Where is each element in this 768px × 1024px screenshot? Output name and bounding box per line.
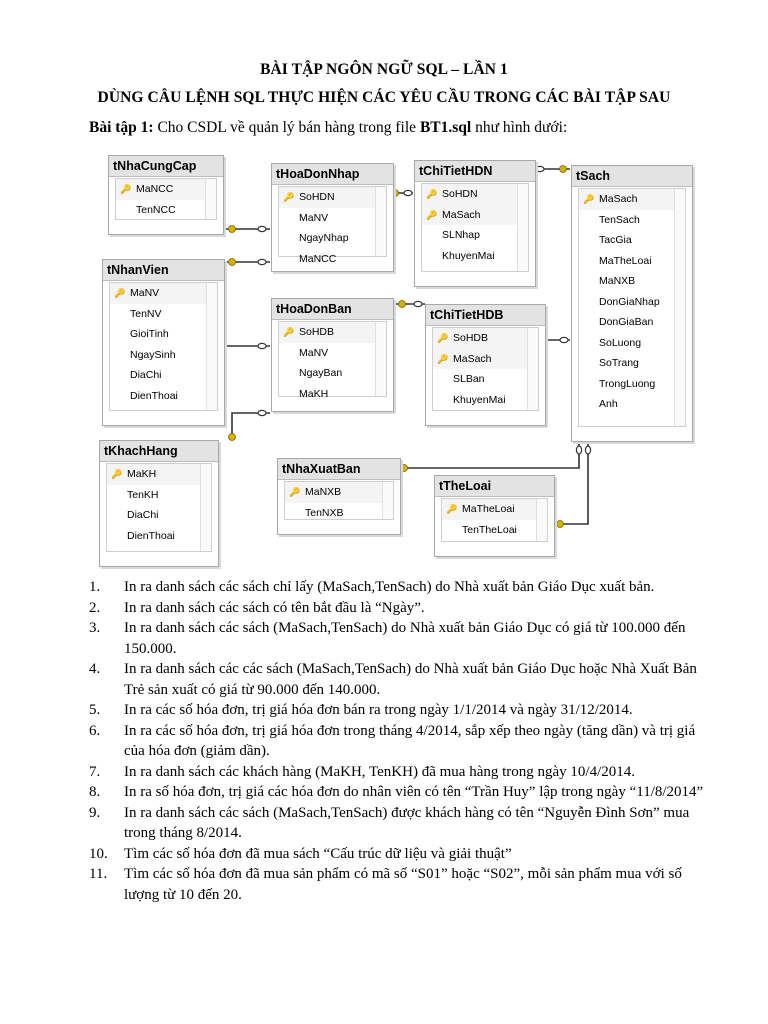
table-tNhaCungCap [108, 155, 224, 235]
exercise-label: Bài tập 1: [89, 119, 154, 136]
field-row [116, 179, 216, 200]
table-scrollbar [375, 187, 386, 256]
field-row [433, 328, 538, 349]
question-item [89, 618, 719, 659]
field-name: MaNCC [136, 183, 174, 195]
field-row [285, 503, 393, 524]
table-name: tNhaXuatBan [278, 459, 400, 480]
table-tHoaDonBan [271, 298, 394, 412]
key-icon: 🔑 [426, 209, 438, 220]
table-scrollbar [382, 482, 393, 519]
table-scrollbar [536, 499, 547, 541]
field-row [433, 369, 538, 390]
field-name: SoHDN [299, 191, 335, 203]
question-item [89, 577, 719, 598]
field-row [279, 228, 386, 249]
field-row [279, 249, 386, 270]
field-row [110, 304, 217, 325]
field-name: MaNV [299, 346, 329, 359]
field-row [579, 292, 685, 313]
field-name: DienThoai [130, 389, 178, 402]
field-row [433, 349, 538, 370]
key-icon: 🔑 [114, 288, 126, 298]
table-tHoaDonNhap [271, 163, 394, 272]
document-subtitle: DÙNG CÂU LỆNH SQL THỰC HIỆN CÁC YÊU CẦU TRONG CÁC BÀI TẬP SAU [97, 89, 671, 106]
many-end-icon [560, 337, 568, 342]
question-text: Tìm các số hóa đơn đã mua sách “Cấu trúc dữ liệu và giải thuật” [124, 845, 512, 862]
question-item [89, 598, 719, 619]
field-name: NgayBan [299, 367, 343, 379]
field-name: MaTheLoai [462, 503, 515, 515]
question-number: 7. [89, 763, 101, 780]
table-scrollbar [206, 283, 217, 410]
intro-file-name: BT1.sql [419, 119, 472, 136]
table-name: tHoaDonNhap [272, 164, 393, 185]
field-name: MaTheLoai [599, 254, 652, 267]
field-name: DienThoai [127, 529, 175, 542]
field-name: DonGiaBan [599, 316, 654, 328]
question-list [89, 577, 719, 905]
question-item [89, 762, 719, 783]
key-icon: 🔑 [111, 469, 123, 479]
table-scrollbar [375, 322, 386, 396]
table-scrollbar [517, 184, 528, 271]
field-name: TenSach [599, 213, 640, 226]
field-name: MaKH [127, 468, 157, 480]
field-row [107, 505, 211, 526]
field-name: SoHDN [442, 188, 478, 200]
field-name: TenNCC [136, 203, 176, 216]
field-row [279, 384, 386, 405]
document-title: BÀI TẬP NGÔN NGỮ SQL – LẦN 1 [260, 61, 508, 78]
key-icon: 🔑 [283, 327, 295, 337]
question-number: 2. [89, 599, 101, 616]
field-row [433, 390, 538, 411]
table-scrollbar [205, 179, 216, 219]
field-name: DiaChi [127, 509, 159, 521]
field-row [116, 200, 216, 221]
many-end-icon [258, 259, 266, 264]
field-row [285, 482, 393, 503]
field-name: MaNV [130, 287, 160, 299]
field-row [579, 312, 685, 333]
field-name: MaNXB [305, 486, 342, 498]
field-row [110, 386, 217, 407]
question-text: Tìm các số hóa đơn đã mua sản phẩm có mã số “S01” hoặc “S02”, mỗi sản phẩm mua với số lượng từ 10 đến 20. [124, 866, 682, 903]
field-name: KhuyenMai [442, 249, 495, 262]
field-name: TenTheLoai [462, 523, 517, 536]
field-name: TenNV [130, 307, 162, 320]
question-number: 10. [89, 845, 108, 862]
field-row [579, 230, 685, 251]
question-item [89, 803, 719, 844]
field-row [579, 189, 685, 210]
field-row [279, 343, 386, 364]
many-end-icon [536, 166, 544, 171]
field-name: MaNXB [599, 275, 636, 287]
field-name: TenNXB [305, 506, 344, 519]
intro-text-before: Cho CSDL về quản lý bán hàng trong file [153, 119, 420, 136]
field-row [110, 324, 217, 345]
key-icon: 🔑 [289, 487, 301, 497]
table-scrollbar [200, 464, 211, 551]
question-text: In ra danh sách các sách có tên bắt đầu là “Ngày”. [124, 599, 425, 616]
field-name: MaKH [299, 387, 329, 400]
field-name: SoTrang [599, 357, 639, 369]
question-text: In ra các số hóa đơn, trị giá hóa đơn trong tháng 4/2014, sắp xếp theo ngày (tăng dần) và trị giá của hóa đơn (giảm dần). [124, 722, 696, 759]
question-item [89, 659, 719, 700]
key-end-icon [560, 166, 567, 173]
table-name: tNhanVien [103, 260, 224, 281]
key-end-icon [229, 434, 236, 441]
table-name: tTheLoai [435, 476, 554, 497]
field-name: MaNV [299, 211, 329, 224]
intro-text-after: như hình dưới: [471, 119, 568, 136]
question-number: 8. [89, 784, 101, 800]
question-item [89, 864, 719, 905]
field-name: DonGiaNhap [599, 295, 660, 308]
table-name: tSach [572, 166, 692, 187]
field-name: SLBan [453, 373, 485, 385]
question-number: 9. [89, 804, 101, 821]
key-icon: 🔑 [437, 353, 449, 364]
question-text: In ra danh sách các các sách (MaSach,TenSach) do Nhà xuất bản Giáo Dục hoặc Nhà Xuất Bản Trẻ sản xuất có giá từ 90.000 đến 140.000. [124, 661, 697, 698]
key-icon: 🔑 [437, 333, 449, 343]
key-end-icon [399, 301, 406, 308]
question-text: In ra các số hóa đơn, trị giá hóa đơn bán ra trong ngày 1/1/2014 và ngày 31/12/2014. [124, 702, 633, 718]
question-number: 3. [89, 620, 101, 636]
table-name: tKhachHang [100, 441, 218, 462]
field-row [110, 283, 217, 304]
link-kh-hdb [232, 413, 270, 440]
question-text: In ra danh sách các sách (MaSach,TenSach) do Nhà xuất bản Giáo Dục có giá từ 100.000 đến 150.000. [124, 620, 686, 657]
field-row [422, 246, 528, 267]
many-end-icon [414, 301, 422, 306]
field-row [107, 485, 211, 506]
field-name: MaNCC [299, 252, 337, 265]
many-end-icon [258, 226, 266, 231]
table-tChiTietHDN [414, 160, 536, 287]
table-name: tChiTietHDB [426, 305, 545, 326]
table-fields [278, 321, 387, 400]
question-number: 1. [89, 579, 101, 595]
key-end-icon [401, 465, 408, 472]
field-name: TrongLuong [599, 377, 656, 390]
question-item [89, 700, 719, 721]
field-row [442, 499, 547, 520]
field-name: Anh [599, 398, 618, 410]
field-row [579, 333, 685, 354]
field-name: MaSach [453, 352, 492, 365]
field-row [579, 394, 685, 415]
field-name: MaSach [599, 193, 638, 205]
field-row [110, 365, 217, 386]
table-tKhachHang [99, 440, 219, 567]
table-fields [106, 463, 212, 552]
table-fields [432, 327, 539, 411]
table-fields [115, 178, 217, 220]
table-tSach [571, 165, 693, 442]
many-end-icon [258, 343, 266, 348]
many-end-icon [404, 190, 412, 195]
many-end-icon [585, 446, 590, 454]
field-row [579, 353, 685, 374]
key-icon: 🔑 [446, 504, 458, 514]
link-nxb-sach [398, 443, 579, 468]
field-name: MaSach [442, 208, 481, 221]
field-row [279, 187, 386, 208]
table-tChiTietHDB [425, 304, 546, 426]
field-row [442, 520, 547, 541]
key-icon: 🔑 [426, 189, 438, 199]
many-end-icon [258, 410, 266, 415]
field-row [579, 251, 685, 272]
link-ncc-hdn [220, 205, 270, 229]
field-row [579, 210, 685, 231]
field-name: TenKH [127, 488, 159, 501]
key-icon: 🔑 [583, 194, 595, 204]
key-end-icon [229, 259, 236, 266]
table-scrollbar [674, 189, 685, 426]
field-row [279, 208, 386, 229]
key-end-icon [557, 521, 564, 528]
table-fields [278, 186, 387, 265]
table-fields [441, 498, 548, 542]
link-theloai-sach [553, 443, 588, 524]
field-row [107, 526, 211, 547]
question-text: In ra danh sách các sách (MaSach,TenSach) được khách hàng có tên “Nguyễn Đình Sơn” mua trong tháng 8/2014. [124, 804, 690, 841]
field-row [422, 184, 528, 205]
question-item [89, 721, 719, 762]
question-number: 11. [89, 866, 108, 882]
table-fields [421, 183, 529, 272]
field-row [110, 345, 217, 366]
question-item [89, 782, 719, 803]
table-name: tNhaCungCap [109, 156, 223, 177]
field-row [279, 322, 386, 343]
field-name: NgayNhap [299, 232, 349, 244]
field-row [422, 205, 528, 226]
question-text: In ra danh sách các khách hàng (MaKH, TenKH) đã mua hàng trong ngày 10/4/2014. [124, 763, 636, 780]
question-item [89, 844, 719, 865]
field-name: TacGia [599, 234, 632, 246]
table-fields [284, 481, 394, 520]
table-tNhanVien [102, 259, 225, 426]
key-end-icon [229, 226, 236, 233]
field-row [579, 271, 685, 292]
table-name: tHoaDonBan [272, 299, 393, 320]
table-tTheLoai [434, 475, 555, 557]
field-name: DiaChi [130, 369, 162, 381]
question-number: 5. [89, 702, 101, 718]
field-row [422, 225, 528, 246]
field-name: NgaySinh [130, 348, 176, 361]
question-number: 4. [89, 661, 101, 677]
field-row [279, 363, 386, 384]
question-text: In ra số hóa đơn, trị giá các hóa đơn do nhân viên có tên “Trần Huy” lập trong ngày “11/8/2014” [124, 784, 704, 800]
table-tNhaXuatBan [277, 458, 401, 535]
field-row [579, 374, 685, 395]
question-text: In ra danh sách các sách chỉ lấy (MaSach,TenSach) do Nhà xuất bản Giáo Dục xuất bản. [124, 579, 655, 595]
table-name: tChiTietHDN [415, 161, 535, 182]
many-end-icon [576, 446, 581, 454]
key-icon: 🔑 [120, 184, 132, 194]
field-name: GioiTinh [130, 328, 169, 340]
table-scrollbar [527, 328, 538, 410]
question-number: 6. [89, 722, 101, 739]
field-name: SoHDB [299, 326, 335, 338]
field-name: KhuyenMai [453, 393, 506, 406]
table-fields [109, 282, 218, 411]
table-fields [578, 188, 686, 427]
field-name: SoLuong [599, 336, 642, 349]
field-name: SLNhap [442, 229, 480, 241]
field-row [107, 464, 211, 485]
field-name: SoHDB [453, 332, 489, 344]
key-icon: 🔑 [283, 192, 295, 202]
